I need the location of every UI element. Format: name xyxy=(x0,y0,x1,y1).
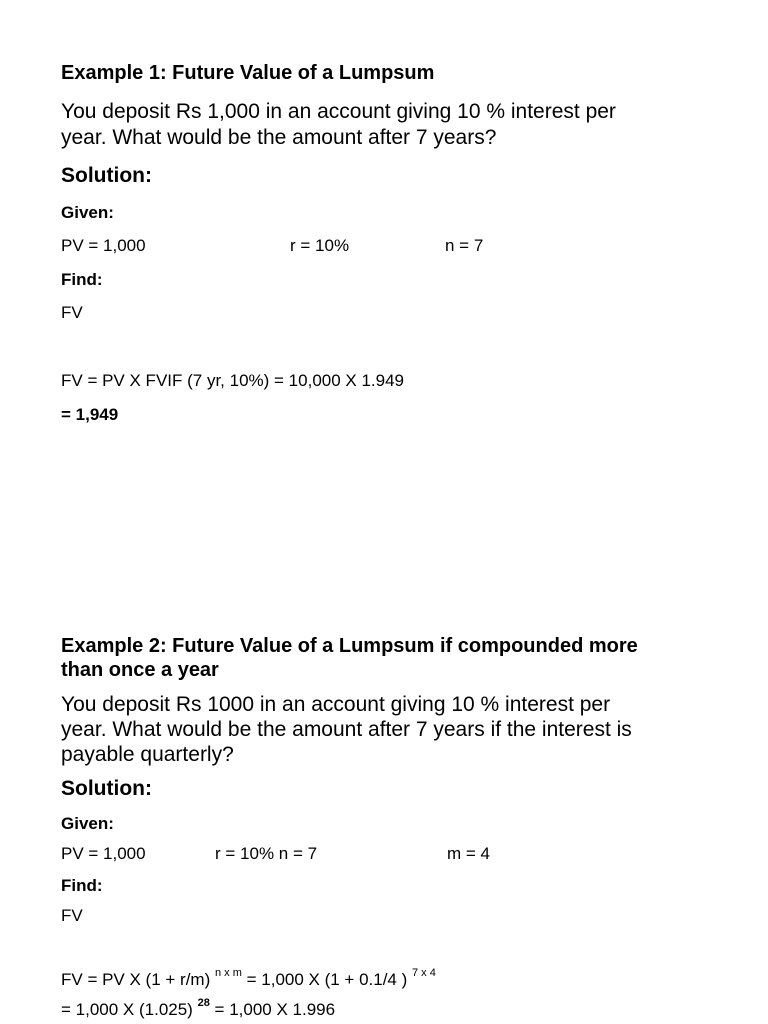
example1-find-label: Find: xyxy=(61,270,103,289)
example2-find-value: FV xyxy=(61,906,83,925)
formula1-part2: = 1,000 X (1 + 0.1/4 ) xyxy=(241,970,412,989)
example2-pv: PV = 1,000 xyxy=(61,844,146,863)
example2-title-line2: than once a year xyxy=(61,659,219,681)
example1-title: Example 1: Future Value of a Lumpsum xyxy=(61,62,435,84)
example1-question-line2: year. What would be the amount after 7 years? xyxy=(61,126,497,149)
example2-solution-label: Solution: xyxy=(61,777,152,800)
formula2-exponent: 28 xyxy=(197,997,210,1010)
example2-r-n: r = 10% n = 7 xyxy=(215,844,318,863)
example1-r: r = 10% xyxy=(290,236,350,255)
formula1-exponent2: 7 x 4 xyxy=(412,967,436,980)
example2-find-label: Find: xyxy=(61,876,103,895)
example1-result: = 1,949 xyxy=(61,405,119,424)
example1-question-line1: You deposit Rs 1,000 in an account giving 10 % interest per xyxy=(61,100,616,123)
formula2-part2: = 1,000 X 1.996 xyxy=(209,1000,336,1019)
example1-formula: FV = PV X FVIF (7 yr, 10%) = 10,000 X 1.949 xyxy=(61,371,405,390)
formula2-part1: = 1,000 X (1.025) xyxy=(61,1000,198,1019)
example1-n: n = 7 xyxy=(445,236,484,255)
example1-find-value: FV xyxy=(61,303,83,322)
formula1-exponent1: n x m xyxy=(214,967,242,980)
example2-given-label: Given: xyxy=(61,814,114,833)
example2-title-line1: Example 2: Future Value of a Lumpsum if compounded more xyxy=(61,635,638,657)
example2-question-line2: year. What would be the amount after 7 years if the interest is xyxy=(61,718,632,741)
example1-solution-label: Solution: xyxy=(61,164,152,187)
example1-given-label: Given: xyxy=(61,203,114,222)
example2-question-line1: You deposit Rs 1000 in an account giving 10 % interest per xyxy=(61,693,611,716)
example1-pv: PV = 1,000 xyxy=(61,236,146,255)
example2-m: m = 4 xyxy=(447,844,490,863)
example2-formula-line1 xyxy=(61,967,436,990)
example2-formula-line2 xyxy=(61,997,336,1020)
example2-question-line3: payable quarterly? xyxy=(61,743,234,766)
formula1-part1: FV = PV X (1 + r/m) xyxy=(61,970,215,989)
